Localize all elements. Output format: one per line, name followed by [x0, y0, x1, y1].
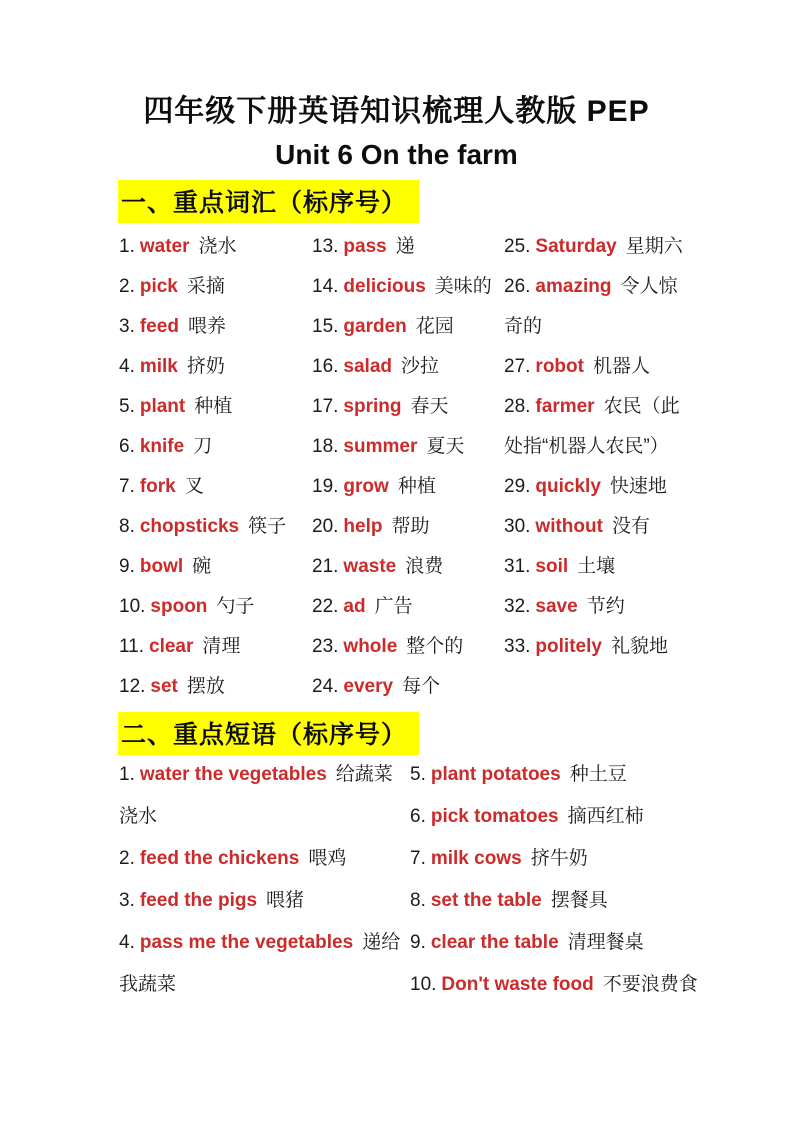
vocab-entry	[312, 387, 504, 427]
entry-chinese-meaning: 碗	[192, 556, 212, 577]
vocab-entry	[119, 227, 312, 267]
vocab-entry	[119, 347, 312, 387]
entry-number: 10.	[119, 596, 146, 617]
entry-english-word: clear	[149, 636, 194, 657]
entry-english-word: pick tomatoes	[430, 806, 559, 827]
entry-english-word: chopsticks	[139, 516, 240, 537]
entry-chinese-meaning: 节约	[586, 596, 625, 617]
entry-number: 6.	[410, 806, 426, 827]
entry-number: 5.	[410, 764, 426, 785]
entry-english-word: whole	[343, 636, 398, 657]
entry-english-word: without	[535, 516, 603, 537]
entry-chinese-meaning: 农民（此处指“机器人农民”）	[504, 396, 680, 457]
vocab-entry	[119, 547, 312, 587]
entry-english-word: feed	[139, 316, 179, 337]
entry-chinese-meaning: 清理餐桌	[567, 932, 644, 953]
entry-english-word: robot	[535, 356, 584, 377]
entry-number: 30.	[504, 516, 531, 537]
phrase-section-heading: 二、重点短语（标序号）	[118, 712, 419, 755]
entry-english-word: ad	[343, 596, 366, 617]
vocab-entry	[504, 267, 695, 347]
entry-number: 20.	[312, 516, 339, 537]
entry-number: 26.	[504, 276, 531, 297]
entry-english-word: amazing	[535, 276, 612, 297]
vocab-entry	[119, 267, 312, 307]
entry-english-word: quickly	[535, 476, 601, 497]
vocab-entry	[312, 547, 504, 587]
entry-chinese-meaning: 刀	[193, 436, 213, 457]
entry-chinese-meaning: 递	[395, 236, 415, 257]
entry-chinese-meaning: 每个	[402, 676, 441, 697]
entry-english-word: fork	[139, 476, 176, 497]
vocab-entry	[312, 467, 504, 507]
vocab-entry	[119, 387, 312, 427]
entry-chinese-meaning: 星期六	[625, 236, 683, 257]
entry-english-word: water	[139, 236, 190, 257]
entry-english-word: clear the table	[430, 932, 559, 953]
phrase-list	[119, 754, 710, 1006]
entry-english-word: pass me the vegetables	[139, 932, 354, 953]
phrase-column-1	[119, 754, 410, 1006]
vocab-entry	[119, 587, 312, 627]
entry-english-word: soil	[535, 556, 569, 577]
vocab-list	[119, 227, 695, 707]
vocab-entry	[312, 427, 504, 467]
phrase-entry	[119, 880, 410, 922]
entry-chinese-meaning: 快速地	[609, 476, 667, 497]
phrase-column-2	[410, 754, 710, 1006]
entry-english-word: pass	[343, 236, 387, 257]
entry-chinese-meaning: 浇水	[198, 236, 237, 257]
entry-chinese-meaning: 不要浪费食	[602, 974, 698, 995]
entry-chinese-meaning: 摆放	[186, 676, 225, 697]
entry-chinese-meaning: 勺子	[216, 596, 255, 617]
entry-number: 7.	[119, 476, 135, 497]
entry-number: 28.	[504, 396, 531, 417]
vocab-entry	[312, 627, 504, 667]
entry-chinese-meaning: 没有	[611, 516, 650, 537]
entry-english-word: Saturday	[535, 236, 617, 257]
entry-number: 12.	[119, 676, 146, 697]
vocab-column-2	[312, 227, 504, 707]
entry-chinese-meaning: 喂鸡	[308, 848, 347, 869]
entry-number: 25.	[504, 236, 531, 257]
document-title: 四年级下册英语知识梳理人教版 PEP	[143, 95, 650, 128]
entry-chinese-meaning: 令人惊奇的	[504, 276, 678, 337]
entry-english-word: help	[343, 516, 383, 537]
entry-chinese-meaning: 浪费	[405, 556, 444, 577]
vocab-entry	[119, 307, 312, 347]
entry-number: 4.	[119, 356, 135, 377]
entry-chinese-meaning: 摆餐具	[550, 890, 608, 911]
phrase-entry	[410, 796, 710, 838]
entry-chinese-meaning: 叉	[184, 476, 204, 497]
entry-chinese-meaning: 种植	[397, 476, 436, 497]
vocab-entry	[312, 227, 504, 267]
entry-english-word: feed the chickens	[139, 848, 300, 869]
entry-chinese-meaning: 喂猪	[266, 890, 305, 911]
entry-number: 32.	[504, 596, 531, 617]
vocab-entry	[312, 347, 504, 387]
entry-chinese-meaning: 整个的	[406, 636, 464, 657]
entry-chinese-meaning: 春天	[410, 396, 449, 417]
entry-number: 5.	[119, 396, 135, 417]
entry-number: 21.	[312, 556, 339, 577]
entry-number: 23.	[312, 636, 339, 657]
entry-english-word: salad	[343, 356, 393, 377]
entry-english-word: set	[150, 676, 178, 697]
entry-english-word: delicious	[343, 276, 426, 297]
entry-chinese-meaning: 土壤	[577, 556, 616, 577]
vocab-entry	[312, 267, 504, 307]
entry-english-word: farmer	[535, 396, 595, 417]
entry-chinese-meaning: 喂养	[187, 316, 226, 337]
entry-number: 3.	[119, 890, 135, 911]
entry-chinese-meaning: 夏天	[426, 436, 465, 457]
entry-number: 31.	[504, 556, 531, 577]
document-subtitle: Unit 6 On the farm	[275, 139, 518, 170]
entry-number: 15.	[312, 316, 339, 337]
phrase-entry	[119, 754, 410, 838]
entry-number: 13.	[312, 236, 339, 257]
vocab-entry	[119, 627, 312, 667]
vocab-entry	[504, 467, 695, 507]
entry-english-word: politely	[535, 636, 602, 657]
entry-number: 19.	[312, 476, 339, 497]
entry-chinese-meaning: 递给我蔬菜	[119, 932, 401, 995]
entry-chinese-meaning: 广告	[374, 596, 413, 617]
entry-chinese-meaning: 帮助	[391, 516, 430, 537]
entry-chinese-meaning: 种土豆	[569, 764, 627, 785]
phrase-entry	[119, 838, 410, 880]
entry-number: 9.	[410, 932, 426, 953]
entry-english-word: waste	[343, 556, 397, 577]
entry-number: 4.	[119, 932, 135, 953]
entry-english-word: knife	[139, 436, 185, 457]
entry-chinese-meaning: 采摘	[186, 276, 225, 297]
entry-english-word: milk cows	[430, 848, 522, 869]
vocab-entry	[504, 587, 695, 627]
entry-english-word: every	[343, 676, 394, 697]
entry-chinese-meaning: 美味的	[434, 276, 492, 297]
vocab-entry	[504, 547, 695, 587]
vocab-entry	[119, 507, 312, 547]
entry-english-word: spoon	[150, 596, 208, 617]
entry-chinese-meaning: 挤奶	[186, 356, 225, 377]
entry-english-word: garden	[343, 316, 407, 337]
entry-english-word: summer	[343, 436, 418, 457]
entry-english-word: pick	[139, 276, 178, 297]
vocab-column-3	[504, 227, 695, 667]
entry-number: 14.	[312, 276, 339, 297]
entry-chinese-meaning: 种植	[194, 396, 233, 417]
entry-english-word: Don't waste food	[441, 974, 594, 995]
vocab-column-1	[119, 227, 312, 707]
entry-chinese-meaning: 机器人	[592, 356, 650, 377]
entry-chinese-meaning: 给蔬菜浇水	[119, 764, 393, 827]
vocab-entry	[504, 627, 695, 667]
entry-number: 16.	[312, 356, 339, 377]
entry-number: 11.	[119, 636, 145, 657]
entry-number: 8.	[119, 516, 135, 537]
entry-english-word: water the vegetables	[139, 764, 327, 785]
entry-number: 18.	[312, 436, 339, 457]
entry-number: 7.	[410, 848, 426, 869]
entry-number: 29.	[504, 476, 531, 497]
vocab-entry	[312, 667, 504, 707]
entry-number: 22.	[312, 596, 339, 617]
phrase-entry	[410, 880, 710, 922]
phrase-entry	[410, 838, 710, 880]
entry-number: 8.	[410, 890, 426, 911]
entry-chinese-meaning: 礼貌地	[610, 636, 668, 657]
entry-english-word: grow	[343, 476, 389, 497]
phrase-entry	[410, 754, 710, 796]
entry-number: 2.	[119, 276, 135, 297]
entry-number: 1.	[119, 764, 135, 785]
entry-english-word: plant	[139, 396, 186, 417]
vocab-entry	[504, 507, 695, 547]
entry-number: 17.	[312, 396, 339, 417]
vocab-entry	[119, 427, 312, 467]
entry-english-word: feed the pigs	[139, 890, 258, 911]
entry-english-word: bowl	[139, 556, 184, 577]
entry-chinese-meaning: 清理	[202, 636, 241, 657]
vocab-entry	[119, 467, 312, 507]
entry-chinese-meaning: 沙拉	[401, 356, 440, 377]
entry-english-word: plant potatoes	[430, 764, 561, 785]
vocab-entry	[504, 227, 695, 267]
entry-english-word: save	[535, 596, 578, 617]
entry-number: 1.	[119, 236, 135, 257]
vocab-entry	[312, 507, 504, 547]
phrase-entry	[410, 964, 710, 1006]
entry-number: 9.	[119, 556, 135, 577]
entry-chinese-meaning: 花园	[415, 316, 454, 337]
entry-english-word: milk	[139, 356, 178, 377]
vocab-entry	[504, 347, 695, 387]
entry-number: 27.	[504, 356, 531, 377]
entry-number: 10.	[410, 974, 437, 995]
entry-english-word: spring	[343, 396, 402, 417]
phrase-entry	[410, 922, 710, 964]
entry-english-word: set the table	[430, 890, 542, 911]
vocab-entry	[312, 587, 504, 627]
entry-chinese-meaning: 摘西红柿	[567, 806, 644, 827]
vocab-entry	[312, 307, 504, 347]
vocab-section-heading: 一、重点词汇（标序号）	[118, 180, 419, 223]
phrase-entry	[119, 922, 410, 1006]
entry-number: 2.	[119, 848, 135, 869]
entry-number: 33.	[504, 636, 531, 657]
entry-chinese-meaning: 筷子	[248, 516, 287, 537]
vocab-entry	[504, 387, 695, 467]
entry-chinese-meaning: 挤牛奶	[530, 848, 588, 869]
entry-number: 6.	[119, 436, 135, 457]
vocab-entry	[119, 667, 312, 707]
entry-number: 24.	[312, 676, 339, 697]
entry-number: 3.	[119, 316, 135, 337]
